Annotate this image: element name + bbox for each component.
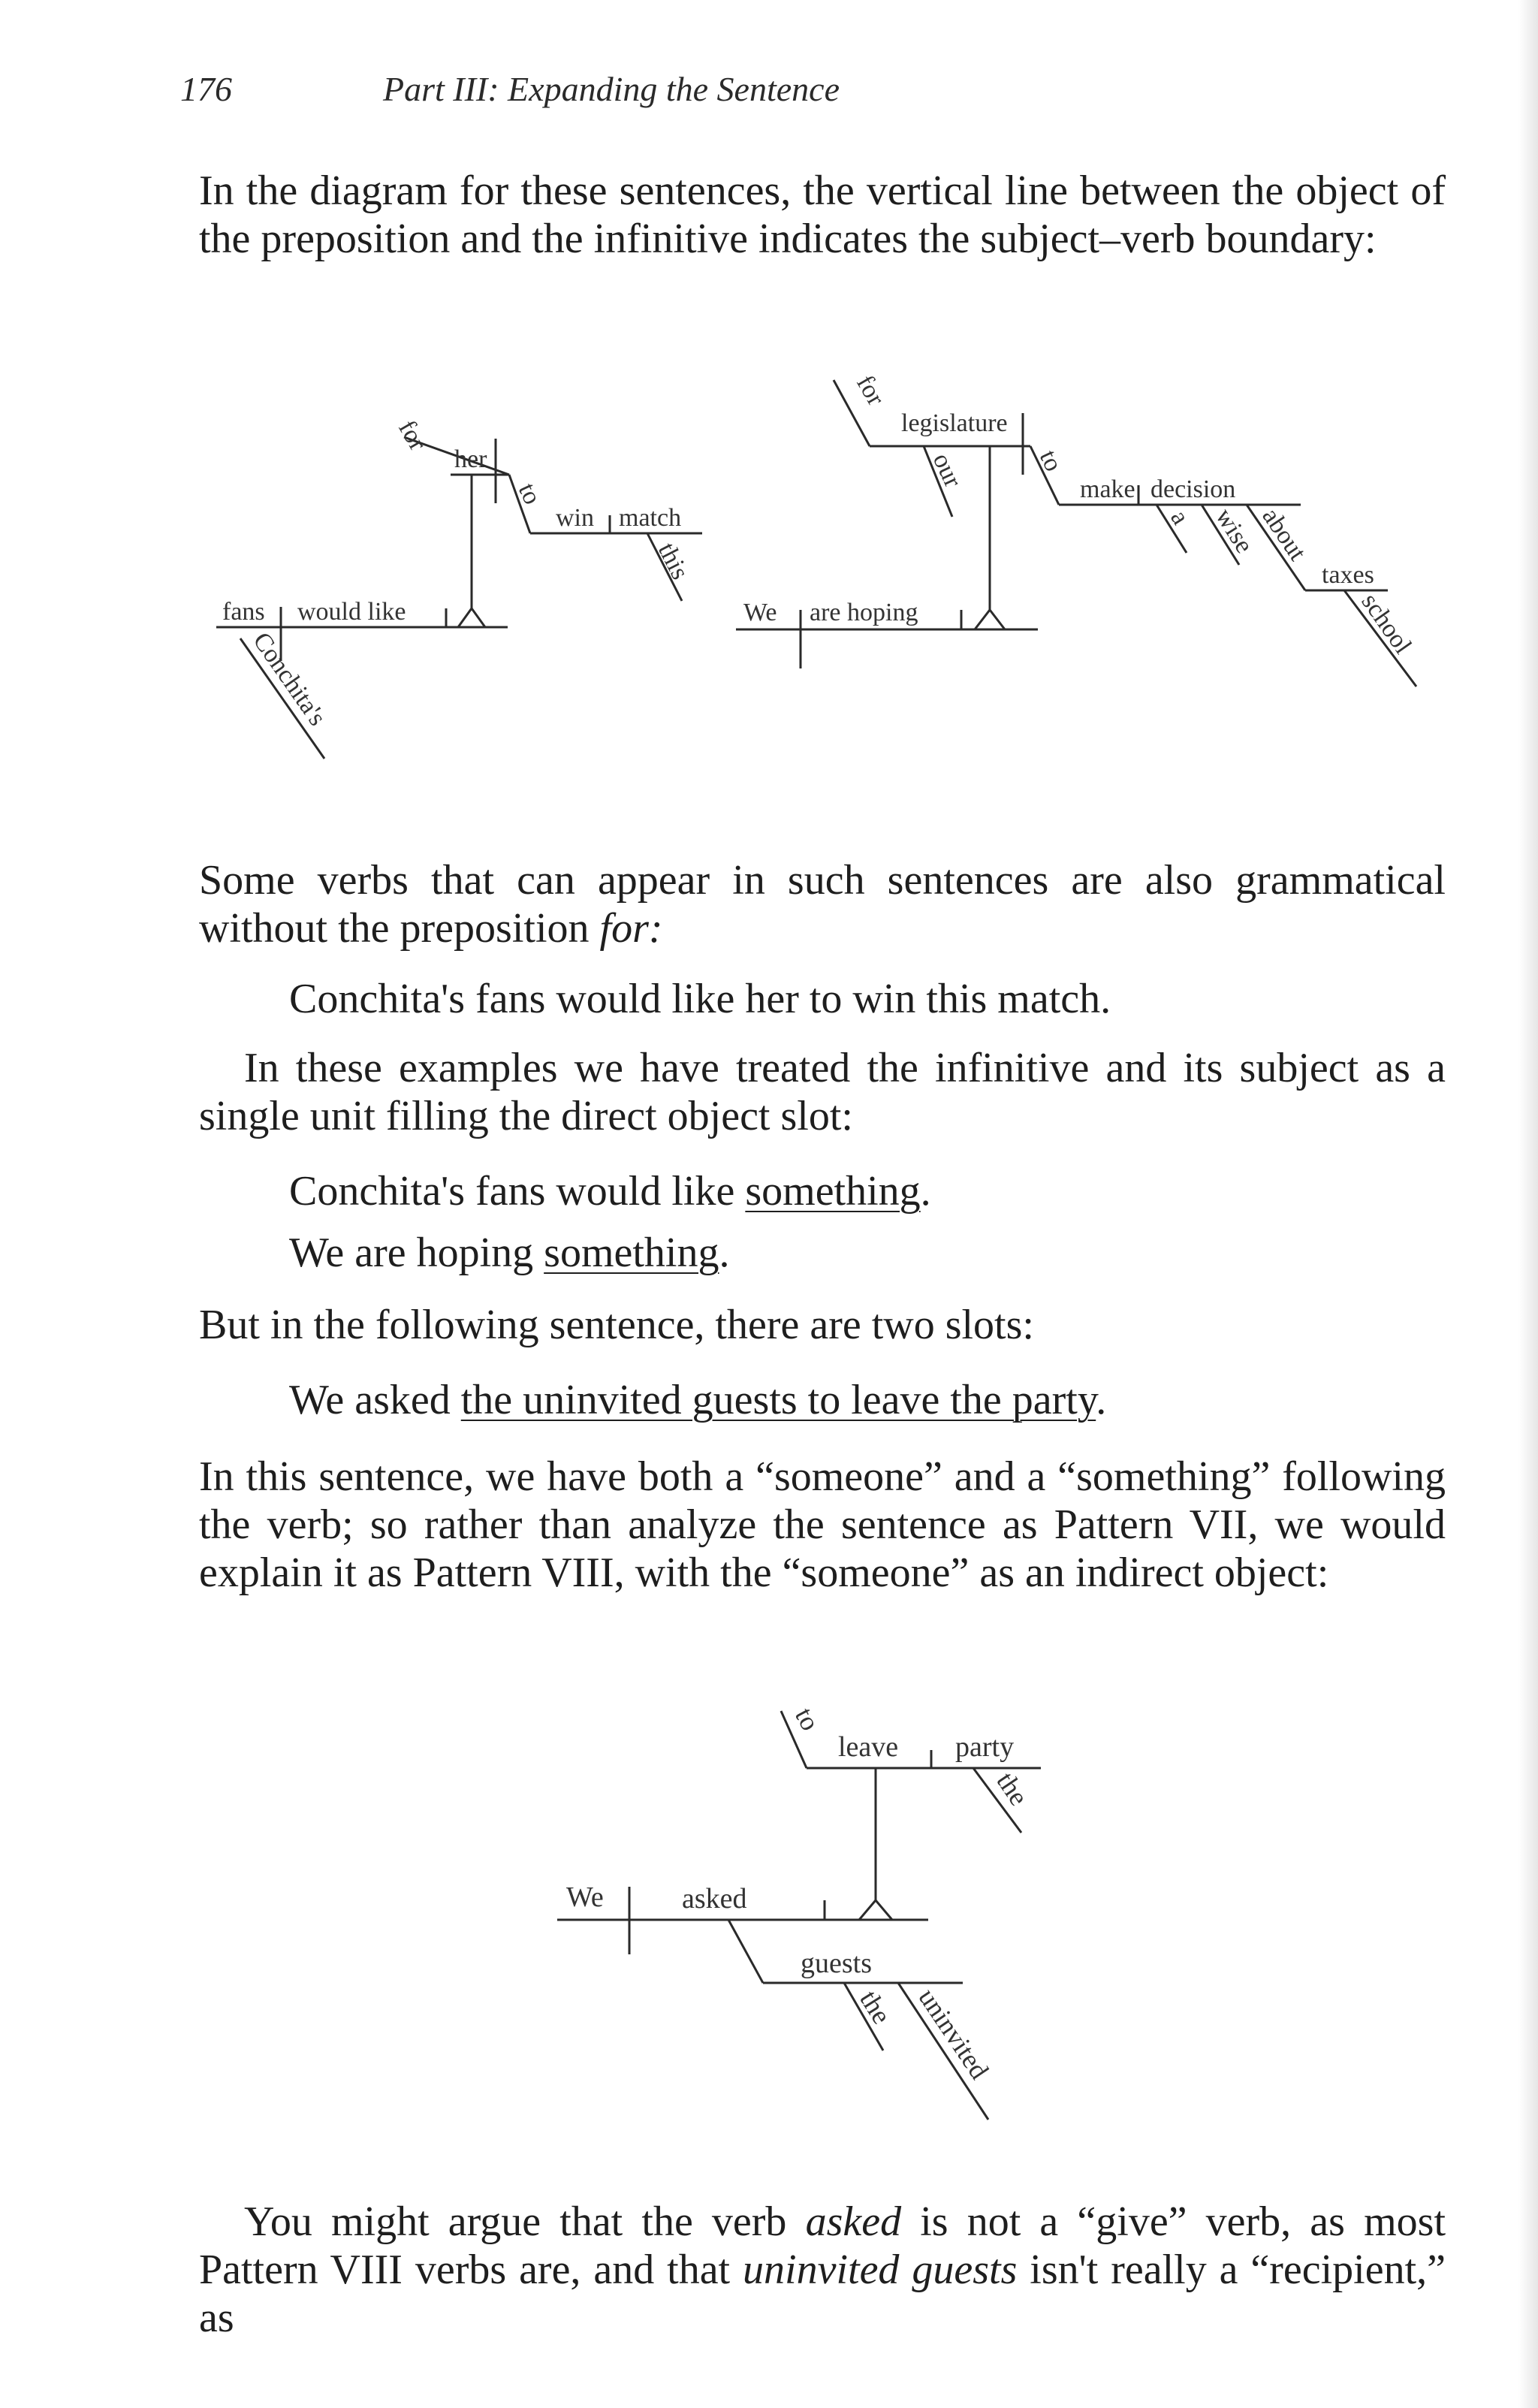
diagram-word: taxes [1322, 561, 1374, 589]
diagram-word: for [393, 415, 432, 456]
running-title: Part III: Expanding the Sentence [383, 70, 840, 108]
underlined-text: something [544, 1230, 719, 1276]
paragraph [199, 2198, 1446, 2342]
diagram-word: party [955, 1731, 1015, 1763]
example-text: Conchita's fans would like [289, 1168, 746, 1215]
diagram-word: school [1356, 588, 1417, 659]
example-sentence [289, 1376, 1106, 1424]
paragraph: In this sentence, we have both a “someone” and a “something” following the verb; so rather than analyze the sentence as Pattern VII, we would explain it as Pattern VIII, with the “someone” as an indirect object: [199, 1453, 1446, 1596]
diagram-word: fans [222, 598, 265, 626]
diagram-word: wise [1210, 503, 1259, 559]
diagram-word: We [566, 1881, 604, 1913]
diagram-word: win [556, 504, 594, 532]
diagram-word: the [991, 1767, 1035, 1811]
sentence-diagram-for-infinitive [0, 353, 1538, 804]
io-slant [728, 1920, 763, 1983]
paragraph: In these examples we have treated the infinitive and its subject as a single unit filling the direct object slot: [199, 1045, 1446, 1139]
example-text: . [920, 1168, 931, 1215]
diagram-word: Conchita's [247, 627, 332, 731]
paragraph-text: Some verbs that can appear in such sentences are also grammatical without the preposition [199, 857, 1446, 952]
diagram-left [216, 416, 702, 759]
diagram-word: to [789, 1702, 826, 1736]
intro-paragraph: In the diagram for these sentences, the vertical line between the object of the preposition and the infinitive indicates the subject–verb boundary: [199, 167, 1446, 262]
diagram-word: decision [1150, 475, 1236, 503]
pedestal [975, 610, 1005, 629]
example-text: . [719, 1230, 730, 1276]
diagram-word: leave [838, 1731, 899, 1763]
paragraph-text: You might argue that the verb [244, 2198, 806, 2245]
example-sentence [289, 1167, 931, 1215]
diagram-word: We [743, 599, 777, 626]
underlined-text: the uninvited guests to leave the party [460, 1377, 1096, 1423]
diagram-word: about [1256, 502, 1312, 566]
italic-term: uninvited guests [743, 2247, 1018, 2293]
page-number: 176 [180, 70, 232, 108]
diagram-word: are hoping [810, 599, 918, 626]
running-header [180, 69, 840, 109]
paragraph: But in the following sentence, there are two slots: [199, 1302, 1034, 1348]
diagram-word: would like [297, 598, 406, 626]
diagram-word: for [851, 370, 890, 411]
example-text: We asked [289, 1377, 461, 1423]
diagram-word: match [619, 504, 682, 532]
sentence-diagram-indirect-object [0, 1675, 1538, 2141]
diagram-word: to [1033, 445, 1068, 476]
diagram-word: legislature [901, 409, 1008, 437]
example-sentence [289, 1229, 729, 1277]
diagram-word: guests [801, 1948, 872, 1979]
diagram-word: asked [682, 1883, 747, 1915]
italic-term: asked [805, 2198, 902, 2245]
diagram-word: our [927, 448, 967, 492]
pedestal [859, 1900, 892, 1920]
pedestal [458, 608, 485, 627]
underlined-text: something [745, 1168, 921, 1215]
diagram-word: the [854, 1985, 897, 2029]
diagram-right [736, 371, 1417, 687]
paragraph [199, 856, 1446, 952]
diagram-word: to [512, 478, 547, 509]
example-text: . [1096, 1377, 1107, 1423]
italic-term: for: [599, 905, 663, 952]
paragraph-text: isn't really a “recipient,” as [199, 2247, 1446, 2341]
diagram-word: her [454, 445, 487, 473]
example-sentence: Conchita's fans would like her to win this match. [289, 976, 1111, 1022]
example-text: We are hoping [289, 1230, 544, 1276]
diagram-word: uninvited [912, 1983, 995, 2085]
diagram-word: this [652, 538, 695, 584]
diagram-word: a [1165, 505, 1195, 530]
paragraph-text: is not a “give” verb, as most Pattern VIII verbs are, and that [199, 2198, 1446, 2293]
diagram-word: make [1080, 475, 1135, 503]
